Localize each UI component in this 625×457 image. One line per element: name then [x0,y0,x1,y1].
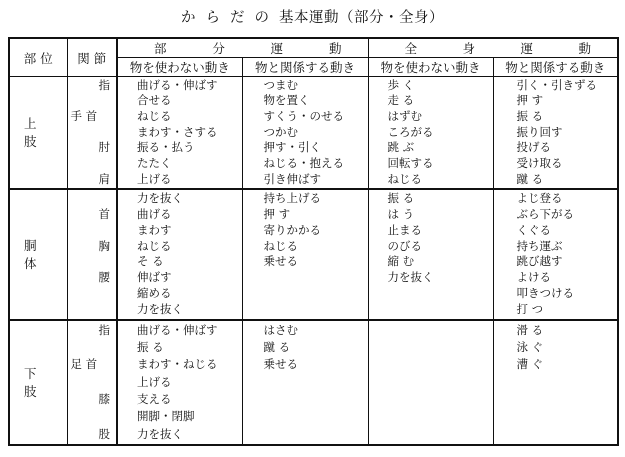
col-partial-with-object [242,77,368,189]
movement-item [494,375,618,390]
joint-label: 肘 [98,140,110,155]
movement-item: まわす [137,222,172,237]
col-partial-no-object [117,189,242,320]
movement-item: 泳 ぐ [516,340,544,355]
movement-item: はずむ [387,109,422,124]
movement-item: 持ち運ぶ [516,238,563,253]
joint-label [68,375,117,390]
movement-item [243,375,368,390]
movement-item: よじ登る [516,190,563,205]
header-whole-movement: 全 身 運 動 [368,38,618,58]
movement-item: 曲げる・伸ばす [137,77,218,92]
title-rest: 基本運動（部分・全身） [279,10,444,26]
movement-item: 力を抜く [137,302,183,317]
section-joints [67,189,117,320]
movement-item: 縮 む [387,254,415,269]
movement-item: 開脚・閉脚 [137,409,195,424]
section-trunk [9,189,618,320]
movement-item [243,392,368,407]
section-part: 上肢 [9,77,67,189]
movement-item: 蹴 る [516,171,544,186]
movement-item: まわす・ねじる [137,357,218,372]
page-title [0,6,625,27]
movement-item: つかむ [263,124,298,139]
movement-item: 持ち上げる [263,190,321,205]
section-part: 下肢 [9,320,67,446]
col-whole-no-object [368,189,493,320]
joint-label: 胸 [98,238,110,253]
joint-label: 腰 [98,270,110,285]
joint-label [68,254,117,269]
movement-item: 漕 ぐ [516,357,544,372]
joint-label [68,125,117,140]
col-whole-with-object [493,189,618,320]
subheader-whole-no-object: 物を使わない動き [368,58,493,77]
subheader-partial-with-object: 物と関係する動き [242,58,368,77]
joint-label [68,93,117,108]
joint-label: 股 [98,426,110,441]
movement-item: 振 る [137,340,164,355]
joint-label: 足 首 [70,357,98,372]
movement-item: 物を置く [263,93,310,108]
movement-item: のびる [387,238,422,253]
movement-item [369,392,493,407]
header-part: 部 位 [9,38,67,77]
movement-item [494,392,618,407]
movement-item: 打 つ [516,302,544,317]
section-lower-limb [9,320,618,446]
movement-table [8,37,619,446]
movement-item [243,270,368,285]
joint-label: 首 [98,206,110,221]
movement-item: 受け取る [516,156,563,171]
movement-item: 跳び越す [516,254,563,269]
movement-item: くぐる [516,222,551,237]
col-whole-with-object [493,77,618,189]
joint-label: 手 首 [70,109,98,124]
movement-item: 引き伸ばす [263,171,321,186]
movement-item: 振り回す [516,124,563,139]
movement-item: 振る・払う [137,140,195,155]
movement-item: 力を抜く [137,190,183,205]
movement-item: ねじる [387,171,422,186]
movement-item: 上げる [137,171,172,186]
movement-item: 縮める [137,286,172,301]
movement-item [369,302,493,317]
movement-item [243,286,368,301]
movement-item: 蹴 る [263,340,291,355]
movement-item: つまむ [263,77,298,92]
joint-label: 指 [98,322,110,337]
movement-item: はさむ [263,322,298,337]
movement-item: ねじる・抱える [263,156,344,171]
title-spaced: からだの [181,10,279,26]
joint-label [68,302,117,317]
movement-item: 振 る [387,190,415,205]
section-part: 胴体 [9,189,67,320]
movement-item: 振 る [516,109,544,124]
movement-item: 押 す [516,93,544,108]
movement-item: 力を抜く [137,426,183,441]
col-whole-no-object [368,320,493,446]
joint-label [68,340,117,355]
movement-item: ねじる [137,109,172,124]
movement-item: 止まる [387,222,422,237]
movement-item [243,302,368,317]
subheader-partial-no-object: 物を使わない動き [117,58,242,77]
movement-item: 支える [137,392,172,407]
col-whole-no-object [368,77,493,189]
col-partial-no-object [117,77,242,189]
joint-label [68,156,117,171]
movement-item: 押す・引く [263,140,321,155]
col-whole-with-object [493,320,618,446]
joint-label: 指 [98,77,110,92]
movement-item: 走 る [387,93,415,108]
movement-item: は う [387,206,415,221]
movement-item [369,357,493,372]
movement-item: 歩 く [387,77,415,92]
movement-item: 伸ばす [137,270,172,285]
movement-item: すくう・のせる [263,109,344,124]
movement-item [369,286,493,301]
section-joints [67,77,117,189]
movement-item [243,427,368,442]
movement-item: まわす・さする [137,124,218,139]
movement-item: 乗せる [263,357,298,372]
movement-item: 投げる [516,140,551,155]
movement-item: 跳 ぶ [387,140,415,155]
movement-item: ころがる [387,124,434,139]
col-partial-no-object [117,320,242,446]
movement-item [494,427,618,442]
movement-item: 曲げる・伸ばす [137,322,218,337]
movement-item: 押 す [263,206,291,221]
movement-item: 力を抜く [387,270,434,285]
movement-item: ぶら下がる [516,206,574,221]
col-partial-with-object [242,189,368,320]
joint-label [68,191,117,206]
movement-item [369,427,493,442]
movement-item: 曲げる [137,206,172,221]
movement-item: 寄りかかる [263,222,321,237]
movement-item [494,409,618,424]
movement-item: 引く・引きずる [516,77,597,92]
movement-item: 乗せる [263,254,298,269]
movement-item [369,409,493,424]
movement-item: 叩きつける [516,286,574,301]
movement-item [243,409,368,424]
movement-item: 回転する [387,156,434,171]
col-partial-with-object [242,320,368,446]
joint-label: 膝 [98,392,110,407]
header-partial-movement: 部 分 運 動 [117,38,368,58]
movement-item [369,375,493,390]
movement-item: ねじる [263,238,298,253]
movement-item: ねじる [137,238,172,253]
header-row-1 [9,38,618,58]
movement-item [369,323,493,338]
movement-item: 合せる [137,93,172,108]
section-upper-limb [9,77,618,189]
movement-item: たたく [137,156,172,171]
joint-label [68,223,117,238]
movement-item: 上げる [137,374,172,389]
joint-label: 肩 [98,171,110,186]
subheader-whole-with-object: 物と関係する動き [493,58,618,77]
movement-item: 滑 る [516,322,544,337]
joint-label [68,286,117,301]
section-joints [67,320,117,446]
movement-item: よける [516,270,551,285]
movement-item: そ る [137,254,164,269]
joint-label [68,409,117,424]
movement-item [369,340,493,355]
header-joint: 関 節 [67,38,117,77]
